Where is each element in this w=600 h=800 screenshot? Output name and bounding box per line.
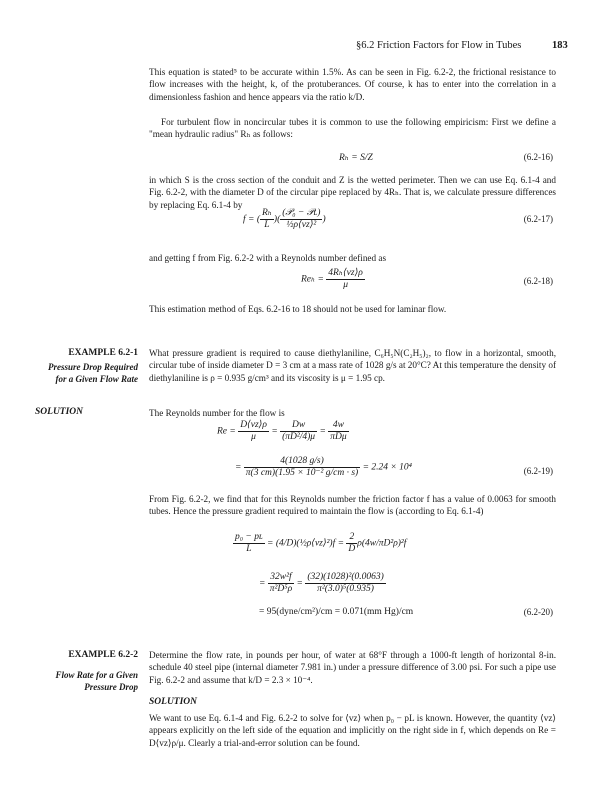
- eq17-lhs: f =: [243, 214, 257, 225]
- example-6-2-2-solution-label: SOLUTION: [149, 697, 198, 707]
- paragraph-noncircular: For turbulent flow in noncircular tubes it is common to use the following empiricism: First we define a "mean hydraulic radius" Rₕ as follows:: [149, 117, 556, 140]
- re-fraction-3: $\frac{4w}{\text{πDμ}}$: [330, 420, 347, 442]
- section-title: §6.2 Friction Factors for Flow in Tubes: [356, 40, 522, 51]
- example-6-2-2-text: Determine the flow rate, in pounds per hour, of water at 68°F through a 1000-ft length of horizontal 8-in. schedule 40 steel pipe (internal diameter 7.981 in.) under a pressure difference of 3.00 psi. For such a pipe use Fig. 6.2-2 and assume that k/D = 2.3 × 10⁻⁴.: [149, 650, 556, 685]
- eq18-fraction: $\frac{\text{4Rₕ⟨vz⟩ρ}}{\mu}$: [328, 268, 363, 290]
- equation-6-2-20: [149, 607, 569, 621]
- example-6-2-2-label: EXAMPLE 6.2-2: [68, 650, 138, 660]
- equation-reynolds-expansion: Re = $\frac{D⟨vz⟩\rho}{\mu}$ = $\frac{Dw}{\text{(πD²/4)μ}}$ = $\frac{4w}{\text{πDμ}}$: [217, 420, 347, 442]
- paragraph-hydraulic-radius: in which S is the cross section of the conduit and Z is the wetted perimeter. Then we can use Eq. 6.1-4 and Fig. 6.2-2, with the diameter D of the circular pipe replaced by 4Rₕ. That is, we calculate pressure differences by replacing Eq. 6.1-4 by: [149, 175, 556, 210]
- equation-pressure-gradient-numeric: = $\frac{\text{32w²f}}{\text{π²D⁵ρ}}$ = $\frac{\text{(32)(1028)²(0.0063)}}{\text{π²(3.0)⁵(0.935)}}$: [259, 572, 384, 594]
- example-6-2-2-solution: We want to use Eq. 6.1-4 and Fig. 6.2-2 to solve for ⟨vz⟩ when p₀ − pL is known. However, the quantity ⟨vz⟩ appears explicitly on the left side of the equation and implicitly on the right side in f, which depends on Re = D⟨vz⟩ρ/μ. Clearly a trial-and-error solution can be found.: [149, 713, 556, 748]
- equation-6-2-17: f = ( $\frac{\text{Rₕ}}{L}$ )( $\frac{\text{(𝒫₀ − 𝒫ʟ)}}{\text{½ρ⟨vz⟩²}}$ ) (6.2-17): [243, 208, 553, 230]
- example-6-2-1-title: Pressure Drop Required for a Given Flow Rate: [47, 362, 138, 384]
- eq16-body: Rₕ = S/Z: [339, 153, 373, 163]
- eq18-number: (6.2-18): [523, 276, 553, 286]
- example-6-2-2-title: Flow Rate for a Given Pressure Drop: [55, 670, 138, 692]
- eq16-number: (6.2-16): [523, 152, 553, 162]
- equation-6-2-19: = $\frac{4(1028 g/s)}{\text{π(3 cm)(1.95 × 10⁻² g/cm · s)}}$ = 2.24 × 10⁴ (6.2-19): [235, 456, 553, 478]
- re-value: = 2.24 × 10⁴: [360, 462, 412, 473]
- eq17-number: (6.2-17): [523, 214, 553, 224]
- paragraph-accuracy: This equation is stated⁵ to be accurate within 1.5%. As can be seen in Fig. 6.2-2, the frictional resistance to flow increases with the height, k, of the protuberances. Of course, k has to enter into the correlation in a dimensionless fashion and hence appears via the ratio k/D.: [149, 67, 556, 102]
- example-6-2-1-label: EXAMPLE 6.2-1: [68, 348, 138, 358]
- paragraph-laminar-warning: This estimation method of Eqs. 6.2-16 to 18 should not be used for laminar flow.: [149, 304, 447, 314]
- example-6-2-1-solution-intro: The Reynolds number for the flow is: [149, 408, 285, 418]
- eq19-number: (6.2-19): [523, 466, 553, 476]
- paragraph-reynolds-defined: and getting f from Fig. 6.2-2 with a Reynolds number defined as: [149, 253, 387, 263]
- example-6-2-1-solution-mid: From Fig. 6.2-2, we find that for this Reynolds number the friction factor f has a value of 0.0063 for smooth tubes. Hence the pressure gradient required to maintain the flow is (according to Eq. 6.1-4): [149, 494, 556, 517]
- eq17-pressure-fraction: $\frac{\text{(𝒫₀ − 𝒫ʟ)}}{\text{½ρ⟨vz⟩²}}$: [282, 208, 321, 230]
- equation-pressure-gradient: $\frac{\text{p₀ − pʟ}}{L}$ = (4/D)(½ρ⟨vz⟩²)f = $\frac{2}{D}$ ρ(4w/πD²ρ)²f: [235, 532, 407, 554]
- re-numeric-fraction: $\frac{4(1028 g/s)}{\text{π(3 cm)(1.95 × 10⁻² g/cm · s)}}$: [245, 456, 359, 478]
- eq20-result: = 95(dyne/cm²)/cm = 0.071(mm Hg)/cm: [259, 607, 414, 617]
- example-6-2-1-solution-label: SOLUTION: [35, 407, 84, 417]
- gradient-lhs-fraction: $\frac{\text{p₀ − pʟ}}{L}$: [235, 532, 263, 554]
- equation-6-2-18: [149, 266, 569, 296]
- eq17-rh-fraction: $\frac{\text{Rₕ}}{L}$: [261, 208, 272, 230]
- page-number: 183: [552, 40, 568, 51]
- example-6-2-1-text: What pressure gradient is required to cause diethylaniline, C₆H₅N(C₂H₅)₂, to flow in a horizontal, smooth, circular tube of inside diameter D = 3 cm at a mass rate of 1028 g/s at 20°C? At this temperature the density of diethylaniline is ρ = 0.935 g/cm³ and its viscosity is μ = 1.95 cp.: [149, 348, 556, 383]
- equation-6-2-16: [149, 152, 569, 166]
- re-fraction-1: $\frac{D⟨vz⟩\rho}{\mu}$: [240, 420, 267, 442]
- re-fraction-2: $\frac{Dw}{\text{(πD²/4)μ}}$: [282, 420, 316, 442]
- eq20-number: (6.2-20): [523, 607, 553, 617]
- eq18-lhs: Reₕ =: [301, 274, 327, 285]
